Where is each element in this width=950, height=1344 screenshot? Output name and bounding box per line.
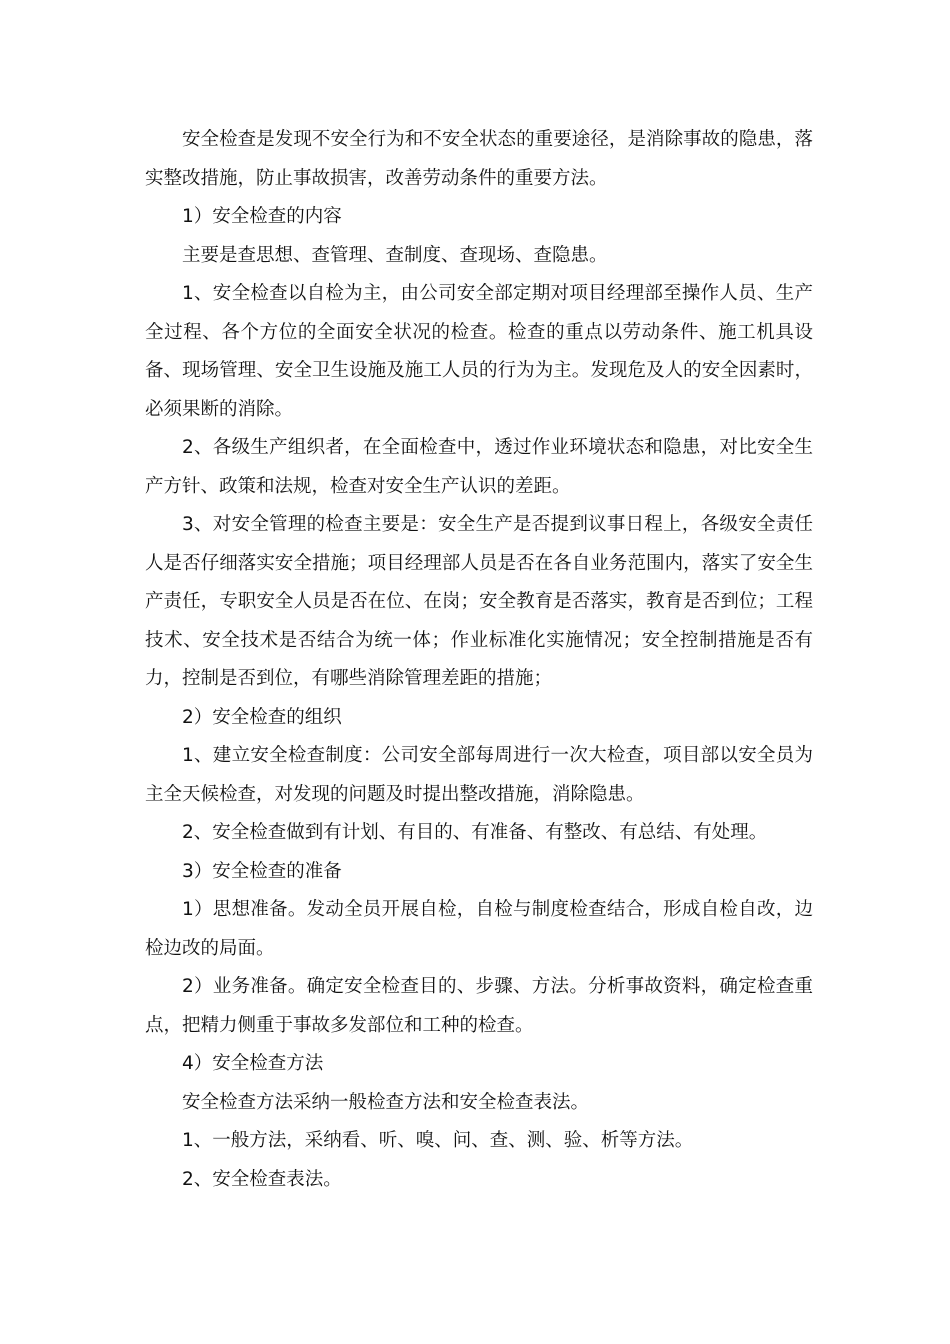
paragraph-checklist-method: 2、安全检查表法。 xyxy=(182,1168,342,1190)
paragraph-methods-summary: 安全检查方法采纳一般检查方法和安全检查表法。 xyxy=(182,1091,590,1113)
paragraph-inspection-system: 1、建立安全检查制度：公司安全部每周进行一次大检查，项目部以安全员为主全天候检查，对发现的问题及时提出整改措施，消除隐患。 xyxy=(145,745,813,805)
paragraph-intro: 安全检查是发现不安全行为和不安全状态的重要途径，是消除事故的隐患，落实整改措施，防止事故损害，改善劳动条件的重要方法。 xyxy=(145,129,813,189)
heading-inspection-preparation: 3）安全检查的准备 xyxy=(182,860,342,882)
heading-inspection-content: 1）安全检查的内容 xyxy=(182,206,342,227)
document-body xyxy=(145,121,813,1199)
heading-inspection-organization: 2）安全检查的组织 xyxy=(182,706,342,728)
paragraph-general-method: 1、一般方法，采纳看、听、嗅、问、查、测、验、析等方法。 xyxy=(182,1130,694,1151)
paragraph-business-preparation: 2）业务准备。确定安全检查目的、步骤、方法。分析事故资料，确定检查重点，把精力侧重于事故多发部位和工种的检查。 xyxy=(145,976,813,1036)
paragraph-main-checks: 主要是查思想、查管理、查制度、查现场、查隐患。 xyxy=(182,244,608,266)
paragraph-production-organizers: 2、各级生产组织者，在全面检查中，透过作业环境状态和隐患，对比安全生产方针、政策和法规，检查对安全生产认识的差距。 xyxy=(145,437,813,497)
heading-inspection-methods: 4）安全检查方法 xyxy=(182,1053,324,1074)
paragraph-planned-inspection: 2、安全检查做到有计划、有目的、有准备、有整改、有总结、有处理。 xyxy=(182,822,768,843)
paragraph-management-checks: 3、对安全管理的检查主要是：安全生产是否提到议事日程上，各级安全责任人是否仔细落实安全措施；项目经理部人员是否在各自业务范围内，落实了安全生产责任，专职安全人员是否在位、在岗；安全教育是否落实，教育是否到位；工程技术、安全技术是否结合为统一体；作业标准化实施情况；安全控制措施是否有力，控制是否到位，有哪些消除管理差距的措施； xyxy=(145,514,813,689)
paragraph-mental-preparation: 1）思想准备。发动全员开展自检，自检与制度检查结合，形成自检自改，边检边改的局面。 xyxy=(145,899,813,959)
paragraph-self-inspection: 1、安全检查以自检为主，由公司安全部定期对项目经理部至操作人员、生产全过程、各个方位的全面安全状况的检查。检查的重点以劳动条件、施工机具设备、现场管理、安全卫生设施及施工人员的行为为主。发现危及人的安全因素时，必须果断的消除。 xyxy=(145,283,813,420)
